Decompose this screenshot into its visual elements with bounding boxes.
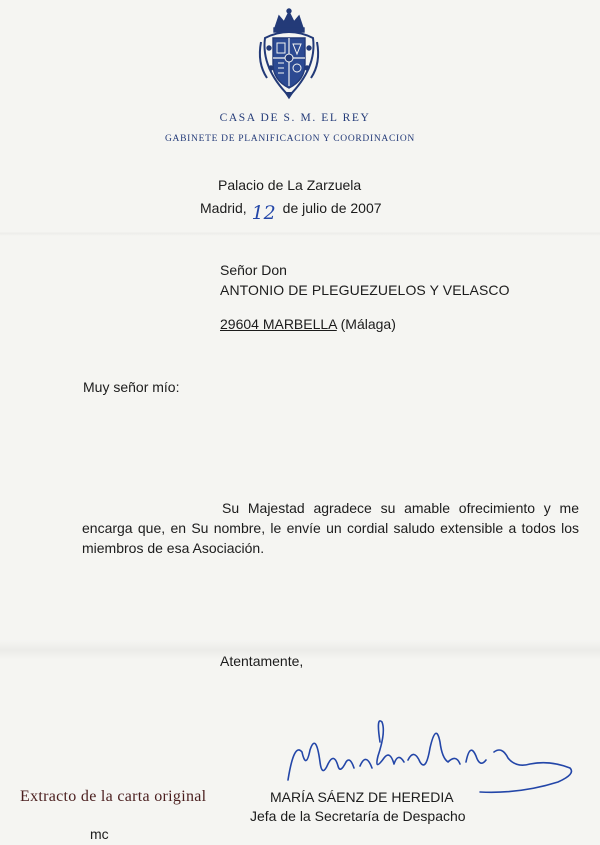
date-day-handwritten: 12 — [251, 202, 276, 224]
recipient-name: ANTONIO DE PLEGUEZUELOS Y VELASCO — [220, 282, 510, 298]
letter-greeting: Muy señor mío: — [83, 379, 180, 395]
date-city: Madrid, — [200, 200, 247, 216]
letterhead-cabinet: GABINETE DE PLANIFICACION Y COORDINACION — [164, 134, 415, 144]
signer-position: Jefa de la Secretaría de Despacho — [250, 808, 466, 824]
recipient-postal-city: 29604 MARBELLA — [220, 316, 337, 332]
date-month-year: de julio de 2007 — [282, 200, 382, 216]
letterhead-house-name: CASA DE S. M. EL REY — [219, 112, 371, 124]
typist-initials: mc — [90, 826, 109, 842]
royal-coat-of-arms-icon — [255, 8, 323, 100]
recipient-province: (Málaga) — [340, 316, 396, 332]
letter-body: Su Majestad agradece su amable ofrecimiento y me encarga que, en Su nombre, le envíe un cordial saludo extensible a todos los miembros de esa Asociación. — [82, 500, 579, 556]
recipient-title: Señor Don — [220, 262, 287, 278]
signer-name: MARÍA SÁENZ DE HEREDIA — [270, 789, 454, 805]
letter-date — [200, 196, 382, 224]
letter-closing: Atentamente, — [220, 653, 304, 669]
recipient-address — [220, 316, 396, 332]
sender-place: Palacio de La Zarzuela — [218, 177, 362, 193]
excerpt-caption: Extracto de la carta original — [20, 788, 207, 805]
